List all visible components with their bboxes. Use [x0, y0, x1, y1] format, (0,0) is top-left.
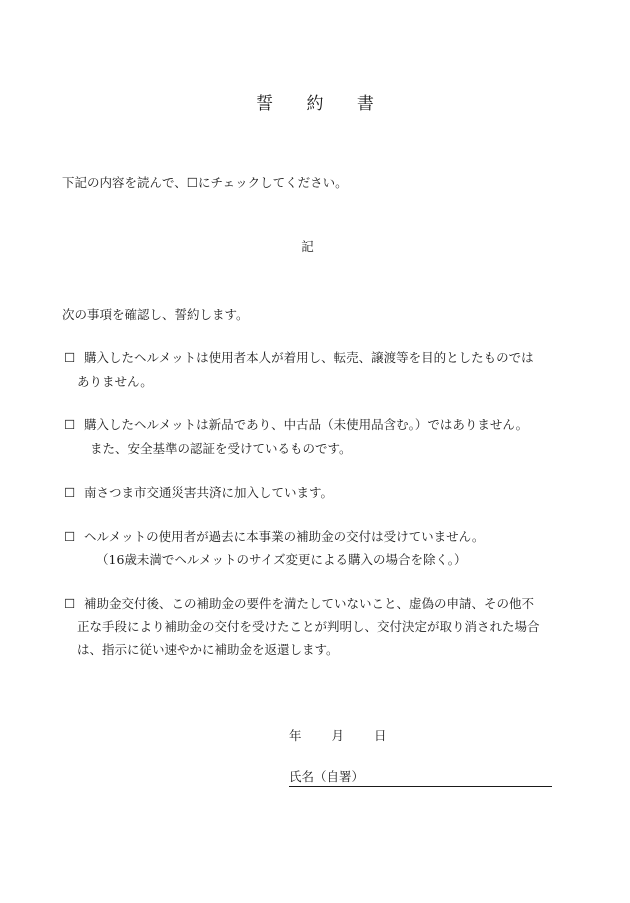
pledge-item-5-line-1: 補助金交付後、この補助金の要件を満たしていないこと、虚偽の申請、その他不 — [84, 596, 535, 611]
checkbox-1[interactable]: ☐ — [64, 350, 76, 365]
year-label: 年 — [289, 728, 302, 743]
pledge-item-1-line-2: ありません。 — [77, 374, 153, 389]
checkbox-3[interactable]: ☐ — [64, 485, 76, 500]
pledge-item-4 — [64, 527, 484, 545]
signature-field[interactable] — [289, 767, 552, 787]
signature-label: 氏名（自署） — [289, 769, 365, 784]
pledge-item-1 — [64, 348, 534, 366]
checkbox-5[interactable]: ☐ — [64, 596, 76, 611]
pledge-item-3-line-1: 南さつま市交通災害共済に加入しています。 — [84, 485, 334, 500]
document-title: 誓 約 書 — [256, 94, 388, 114]
date-line — [289, 726, 387, 744]
instruction-text: 下記の内容を読んで、☐にチェックしてください。 — [62, 175, 348, 190]
pledge-item-5-line-2: 正な手段により補助金の交付を受けたことが判明し、交付決定が取り消された場合 — [77, 619, 540, 634]
pledge-item-1-line-1: 購入したヘルメットは使用者本人が着用し、転売、譲渡等を目的としたものでは — [84, 350, 534, 365]
month-label: 月 — [331, 728, 345, 743]
checkbox-2[interactable]: ☐ — [64, 417, 76, 432]
intro-text: 次の事項を確認し、誓約します。 — [62, 307, 249, 322]
checkbox-4[interactable]: ☐ — [64, 529, 76, 544]
pledge-item-2-line-1: 購入したヘルメットは新品であり、中古品（未使用品含む。）ではありません。 — [84, 417, 529, 432]
pledge-item-2 — [64, 415, 528, 433]
pledge-item-5 — [64, 594, 534, 612]
pledge-item-4-line-2: （16歳未満でヘルメットのサイズ変更による購入の場合を除く。） — [96, 552, 467, 567]
pledge-item-5-line-3: は、指示に従い速やかに補助金を返還します。 — [77, 642, 339, 657]
ki-heading: 記 — [301, 239, 314, 254]
pledge-item-4-line-1: ヘルメットの使用者が過去に本事業の補助金の交付は受けていません。 — [84, 529, 485, 544]
pledge-item-3 — [64, 483, 333, 501]
pledge-item-2-line-2: また、安全基準の認証を受けているものです。 — [90, 441, 352, 456]
day-label: 日 — [374, 728, 387, 743]
